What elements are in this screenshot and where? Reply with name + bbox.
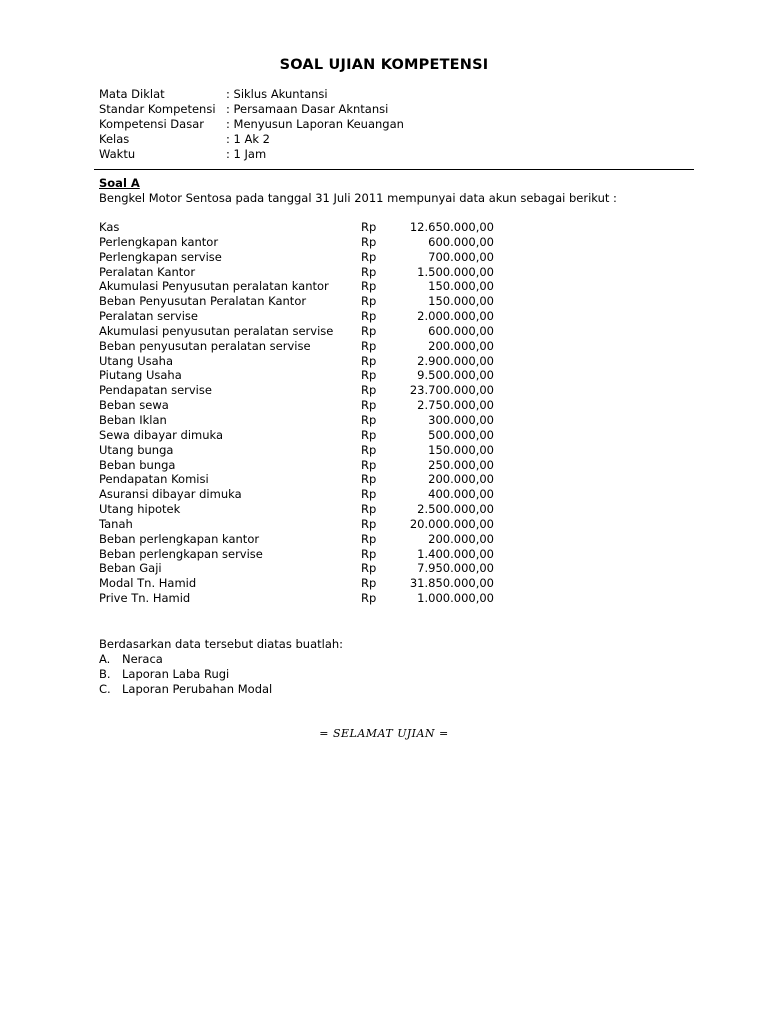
task-text: Laporan Perubahan Modal (122, 681, 273, 696)
account-amount: 23.700.000,00 (409, 383, 494, 398)
account-row (99, 502, 499, 517)
info-value: : Persamaan Dasar Akntansi (226, 102, 389, 116)
account-amount: 250.000,00 (428, 457, 494, 472)
account-amount: 12.650.000,00 (409, 220, 494, 234)
account-amount: 150.000,00 (428, 442, 494, 457)
account-currency: Rp (361, 591, 377, 606)
task-text: Laporan Laba Rugi (122, 666, 230, 681)
exam-info (99, 87, 404, 162)
task-list (99, 652, 272, 697)
account-name: Asuransi dibayar dimuka (99, 487, 242, 502)
header-divider (94, 169, 694, 170)
account-amount: 2.500.000,00 (417, 502, 494, 517)
account-name: Akumulasi penyusutan peralatan servise (99, 323, 334, 338)
problem-intro: Bengkel Motor Sentosa pada tanggal 31 Juli 2011 mempunyai data akun sebagai berikut : (99, 191, 617, 205)
info-label: Kompetensi Dasar (99, 117, 204, 131)
account-currency: Rp (361, 561, 377, 576)
account-row (99, 591, 499, 606)
account-amount: 150.000,00 (428, 294, 494, 309)
account-amount: 200.000,00 (428, 531, 494, 546)
info-value: : 1 Ak 2 (226, 132, 271, 146)
account-currency: Rp (361, 220, 377, 234)
account-name: Kas (99, 220, 120, 234)
account-currency: Rp (361, 368, 377, 383)
account-name: Perlengkapan servise (99, 249, 222, 264)
info-row-time (99, 147, 404, 162)
account-row (99, 413, 499, 428)
account-row (99, 339, 499, 354)
account-name: Beban Penyusutan Peralatan Kantor (99, 294, 307, 309)
account-currency: Rp (361, 576, 377, 591)
task-letter: A. (99, 652, 111, 666)
account-currency: Rp (361, 338, 377, 353)
account-amount: 1.400.000,00 (417, 546, 494, 561)
info-row-competency-standard (99, 102, 404, 117)
account-row (99, 472, 499, 487)
account-currency: Rp (361, 234, 377, 249)
account-amount: 200.000,00 (428, 338, 494, 353)
info-label: Kelas (99, 132, 130, 146)
account-currency: Rp (361, 472, 377, 487)
account-name: Beban bunga (99, 457, 176, 472)
account-name: Tanah (99, 516, 133, 531)
account-currency: Rp (361, 502, 377, 517)
task-intro: Berdasarkan data tersebut diatas buatlah: (99, 637, 344, 651)
account-name: Modal Tn. Hamid (99, 576, 197, 591)
account-name: Akumulasi Penyusutan peralatan kantor (99, 279, 329, 294)
account-row (99, 532, 499, 547)
account-currency: Rp (361, 249, 377, 264)
account-row (99, 265, 499, 280)
account-name: Beban perlengkapan kantor (99, 531, 260, 546)
account-amount: 600.000,00 (428, 323, 494, 338)
account-currency: Rp (361, 531, 377, 546)
account-row (99, 428, 499, 443)
account-name: Peralatan servise (99, 309, 198, 324)
account-currency: Rp (361, 353, 377, 368)
task-letter: B. (99, 666, 111, 681)
account-amount: 1.500.000,00 (417, 264, 494, 279)
info-row-basic-competency (99, 117, 404, 132)
info-row-class (99, 132, 404, 147)
info-label: Mata Diklat (99, 87, 165, 101)
account-currency: Rp (361, 294, 377, 309)
section-heading: Soal A (99, 176, 140, 190)
info-row-subject (99, 87, 404, 102)
account-amount: 2.900.000,00 (417, 353, 494, 368)
info-value: : Siklus Akuntansi (226, 87, 328, 101)
account-amount: 400.000,00 (428, 487, 494, 502)
account-amount: 7.950.000,00 (417, 561, 494, 576)
task-item (99, 682, 272, 697)
account-name: Beban penyusutan peralatan servise (99, 338, 311, 353)
account-list (99, 220, 499, 606)
account-currency: Rp (361, 264, 377, 279)
account-name: Utang Usaha (99, 353, 174, 368)
account-currency: Rp (361, 457, 377, 472)
account-row (99, 383, 499, 398)
account-currency: Rp (361, 309, 377, 324)
account-amount: 1.000.000,00 (417, 591, 494, 606)
account-currency: Rp (361, 516, 377, 531)
account-row (99, 547, 499, 562)
task-item (99, 652, 272, 667)
account-row (99, 517, 499, 532)
account-amount: 150.000,00 (428, 279, 494, 294)
info-label: Waktu (99, 147, 136, 161)
account-currency: Rp (361, 412, 377, 427)
account-currency: Rp (361, 398, 377, 413)
account-row (99, 368, 499, 383)
info-value: : 1 Jam (226, 147, 267, 161)
account-name: Utang hipotek (99, 502, 181, 517)
account-currency: Rp (361, 323, 377, 338)
account-name: Perlengkapan kantor (99, 234, 219, 249)
closing-text: = SELAMAT UJIAN = (319, 727, 449, 740)
account-row (99, 576, 499, 591)
account-row (99, 250, 499, 265)
account-row (99, 220, 499, 235)
account-currency: Rp (361, 279, 377, 294)
account-amount: 600.000,00 (428, 234, 494, 249)
account-name: Pendapatan Komisi (99, 472, 209, 487)
account-name: Pendapatan servise (99, 383, 212, 398)
account-name: Beban Iklan (99, 412, 167, 427)
account-row (99, 487, 499, 502)
task-letter: C. (99, 681, 111, 696)
account-amount: 500.000,00 (428, 427, 494, 442)
account-row (99, 443, 499, 458)
task-text: Neraca (122, 652, 163, 666)
account-row (99, 309, 499, 324)
account-row (99, 398, 499, 413)
account-currency: Rp (361, 383, 377, 398)
task-item (99, 667, 272, 682)
account-name: Sewa dibayar dimuka (99, 427, 224, 442)
account-row (99, 294, 499, 309)
account-amount: 31.850.000,00 (409, 576, 494, 591)
account-name: Prive Tn. Hamid (99, 591, 191, 606)
account-currency: Rp (361, 427, 377, 442)
account-row (99, 458, 499, 473)
account-amount: 200.000,00 (428, 472, 494, 487)
document-title: SOAL UJIAN KOMPETENSI (279, 57, 489, 73)
account-amount: 700.000,00 (428, 249, 494, 264)
account-row (99, 561, 499, 576)
info-value: : Menyusun Laporan Keuangan (226, 117, 404, 131)
account-name: Piutang Usaha (99, 368, 182, 383)
info-label: Standar Kompetensi (99, 102, 216, 116)
account-currency: Rp (361, 487, 377, 502)
account-amount: 300.000,00 (428, 412, 494, 427)
account-amount: 20.000.000,00 (409, 516, 494, 531)
account-amount: 2.000.000,00 (417, 309, 494, 324)
account-row (99, 354, 499, 369)
account-name: Beban perlengkapan servise (99, 546, 263, 561)
account-currency: Rp (361, 546, 377, 561)
account-currency: Rp (361, 442, 377, 457)
account-amount: 2.750.000,00 (417, 398, 494, 413)
account-row (99, 235, 499, 250)
account-name: Beban Gaji (99, 561, 162, 576)
account-amount: 9.500.000,00 (417, 368, 494, 383)
account-name: Beban sewa (99, 398, 169, 413)
account-name: Peralatan Kantor (99, 264, 196, 279)
account-row (99, 324, 499, 339)
account-row (99, 279, 499, 294)
account-name: Utang bunga (99, 442, 174, 457)
